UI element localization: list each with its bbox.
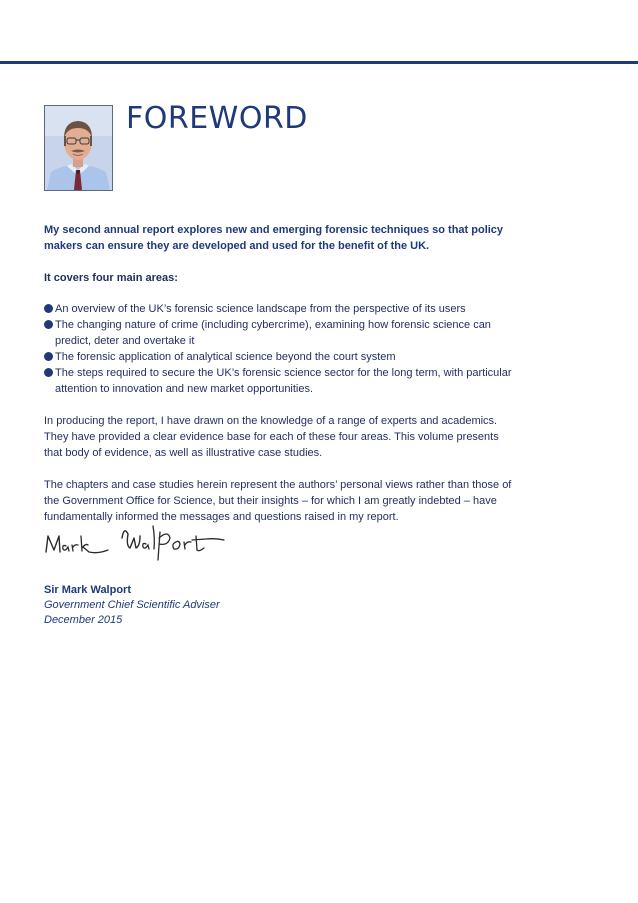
intro-paragraph: My second annual report explores new and emerging forensic techniques so that policy makers can ensure they are developed and used for the benefit of the UK. [44,224,504,252]
body-paragraph: The chapters and case studies herein represent the authors’ personal views rather than those of the Government Office for Science, but their insights – for which I am greatly indebted – have fundamentally informed the messages and questions raised in my report. [44,479,512,523]
bullet-icon [44,320,53,329]
list-item-text: The forensic application of analytical science beyond the court system [55,351,396,363]
body-paragraph: In producing the report, I have drawn on the knowledge of a range of experts and academics. They have provided a clear evidence base for each of these four areas. This volume presents that body of evidence, as well as illustrative case studies. [44,415,499,459]
bullet-icon [44,368,53,377]
bullet-icon [44,304,53,313]
page-title: FOREWORD [126,101,308,136]
list-item [44,365,514,397]
report-date: December 2015 [44,614,123,626]
foreword-body [44,222,514,525]
list-item [44,301,514,317]
list-item [44,349,514,365]
header-rule [0,61,638,64]
author-name: Sir Mark Walport [44,584,131,596]
list-item-text: An overview of the UK’s forensic science landscape from the perspective of its users [55,303,466,315]
list-item-text: The changing nature of crime (including cybercrime), examining how forensic science can predict, deter and overtake it [55,319,491,347]
signature-image [36,512,236,570]
list-item-text: The steps required to secure the UK’s forensic science sector for the long term, with particular attention to innovation and new market opportunities. [55,367,512,395]
signature-icon [36,512,236,570]
author-role: Government Chief Scientific Adviser [44,599,220,611]
bullet-icon [44,352,53,361]
areas-heading: It covers four main areas: [44,272,178,284]
areas-list [44,301,514,397]
author-portrait [44,105,113,191]
portrait-image [45,106,112,190]
list-item [44,317,514,349]
signoff-block [44,583,220,628]
